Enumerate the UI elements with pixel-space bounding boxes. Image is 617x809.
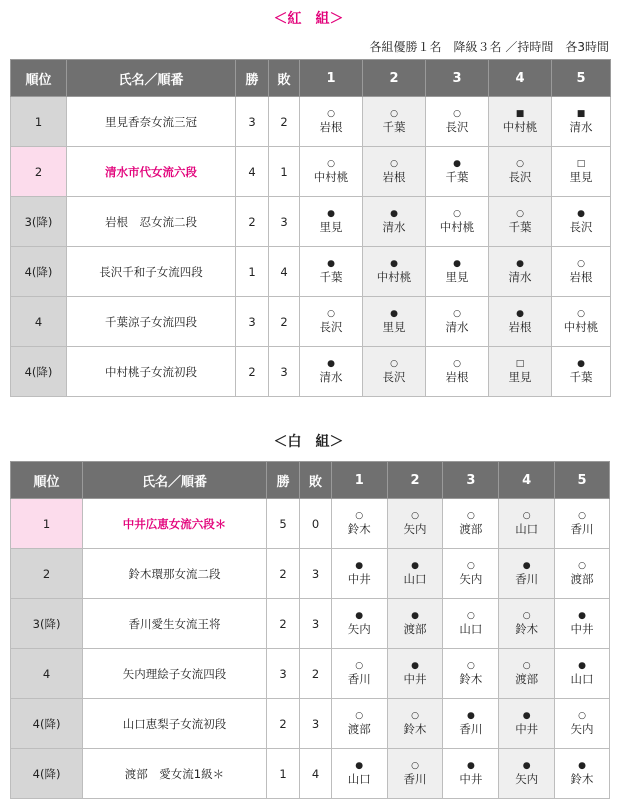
result-mark: ○ <box>411 761 419 771</box>
opponent-name: 鈴木 <box>515 622 539 636</box>
game-result-cell <box>387 649 443 699</box>
losses-cell: 3 <box>269 347 300 397</box>
result-mark: ● <box>390 209 398 219</box>
opponent-name: 香川 <box>570 522 594 536</box>
column-header: 勝 <box>266 462 300 499</box>
game-result-cell <box>443 649 499 699</box>
player-name-cell: 渡部 愛女流1級＊ <box>83 749 267 799</box>
rank-cell: 4(降) <box>11 749 83 799</box>
rank-cell: 2 <box>11 147 67 197</box>
rank-cell: 4(降) <box>11 347 67 397</box>
game-result-cell <box>443 499 499 549</box>
game-result-cell <box>426 97 489 147</box>
column-header: 氏名／順番 <box>83 462 267 499</box>
game-result-cell <box>363 247 426 297</box>
table-row <box>11 247 611 297</box>
result-mark: ○ <box>390 359 398 369</box>
column-header: 順位 <box>11 60 67 97</box>
rules-note: 各組優勝１名 降級３名 ／持時間 各3時間 <box>369 40 609 54</box>
result-mark: ○ <box>355 661 364 671</box>
opponent-name: 岩根 <box>508 320 532 334</box>
game-result-cell <box>555 649 610 699</box>
opponent-name: 山口 <box>403 572 427 586</box>
game-result-cell <box>331 699 387 749</box>
game-result-cell <box>300 297 363 347</box>
column-header: 5 <box>552 60 611 97</box>
opponent-name: 山口 <box>515 522 539 536</box>
opponent-name: 清水 <box>508 270 532 284</box>
result-mark: ● <box>516 309 524 319</box>
game-result-cell <box>331 749 387 799</box>
game-result-cell <box>331 499 387 549</box>
rank-cell: 4(降) <box>11 247 67 297</box>
game-result-cell <box>300 247 363 297</box>
result-mark: ○ <box>390 159 398 169</box>
opponent-name: 香川 <box>403 772 427 786</box>
result-mark: ○ <box>411 711 419 721</box>
result-mark: ● <box>466 761 475 771</box>
losses-cell: 2 <box>269 97 300 147</box>
player-name-cell: 岩根 忍女流二段 <box>67 197 236 247</box>
result-mark: ● <box>522 761 531 771</box>
table-row <box>11 749 610 799</box>
game-result-cell <box>443 549 499 599</box>
opponent-name: 岩根 <box>319 120 343 134</box>
game-result-cell <box>426 247 489 297</box>
opponent-name: 中井 <box>570 622 594 636</box>
player-name-cell: 里見香奈女流三冠 <box>67 97 236 147</box>
game-result-cell <box>555 599 610 649</box>
opponent-name: 山口 <box>459 622 483 636</box>
opponent-name: 中井 <box>515 722 539 736</box>
opponent-name: 里見 <box>319 220 343 234</box>
result-mark: ● <box>466 711 475 721</box>
wins-cell: 3 <box>236 97 269 147</box>
opponent-name: 千葉 <box>319 270 343 284</box>
opponent-name: 渡部 <box>347 722 371 736</box>
game-result-cell <box>387 699 443 749</box>
result-mark: ○ <box>578 511 586 521</box>
game-result-cell <box>552 347 611 397</box>
opponent-name: 鈴木 <box>347 522 371 536</box>
game-result-cell <box>387 749 443 799</box>
result-mark: ○ <box>327 309 335 319</box>
result-mark: □ <box>576 159 586 169</box>
player-name-cell: 矢内理絵子女流四段 <box>83 649 267 699</box>
game-result-cell <box>489 197 552 247</box>
game-result-cell <box>331 649 387 699</box>
red-group-title: ＜紅 組＞ <box>273 11 344 27</box>
column-header: 1 <box>300 60 363 97</box>
opponent-name: 里見 <box>445 270 469 284</box>
table-row <box>11 97 611 147</box>
game-result-cell <box>552 97 611 147</box>
table-row <box>11 297 611 347</box>
opponent-name: 矢内 <box>570 722 594 736</box>
result-mark: ○ <box>453 359 461 369</box>
player-name-cell: 香川愛生女流王将 <box>83 599 267 649</box>
wins-cell: 4 <box>236 147 269 197</box>
result-mark: □ <box>515 359 525 369</box>
opponent-name: 千葉 <box>445 170 469 184</box>
opponent-name: 矢内 <box>403 522 427 536</box>
column-header: 勝 <box>236 60 269 97</box>
column-header: 3 <box>443 462 499 499</box>
result-mark: ● <box>327 259 335 269</box>
opponent-name: 里見 <box>382 320 406 334</box>
opponent-name: 中村桃 <box>563 320 599 334</box>
opponent-name: 香川 <box>347 672 371 686</box>
rank-cell: 1 <box>11 97 67 147</box>
game-result-cell <box>363 147 426 197</box>
losses-cell: 4 <box>269 247 300 297</box>
game-result-cell <box>552 297 611 347</box>
game-result-cell <box>499 699 555 749</box>
result-mark: ● <box>522 711 531 721</box>
losses-cell: 3 <box>300 699 331 749</box>
wins-cell: 3 <box>236 297 269 347</box>
opponent-name: 渡部 <box>459 522 483 536</box>
opponent-name: 長沢 <box>508 170 532 184</box>
opponent-name: 長沢 <box>319 320 343 334</box>
white-group-title: ＜白 組＞ <box>273 434 344 450</box>
result-mark: ○ <box>411 511 419 521</box>
column-header: 氏名／順番 <box>67 60 236 97</box>
result-mark: ● <box>355 611 364 621</box>
opponent-name: 矢内 <box>347 622 371 636</box>
result-mark: ○ <box>516 159 524 169</box>
opponent-name: 香川 <box>515 572 539 586</box>
result-mark: ○ <box>355 511 364 521</box>
result-mark: ● <box>577 359 585 369</box>
losses-cell: 4 <box>300 749 331 799</box>
game-result-cell <box>552 247 611 297</box>
game-result-cell <box>499 499 555 549</box>
result-mark: ○ <box>516 209 524 219</box>
result-mark: ○ <box>466 561 475 571</box>
result-mark: ○ <box>327 159 335 169</box>
table-row <box>11 347 611 397</box>
result-mark: ○ <box>522 661 531 671</box>
rank-cell: 4(降) <box>11 699 83 749</box>
column-header: 3 <box>426 60 489 97</box>
result-mark: ○ <box>578 711 586 721</box>
game-result-cell <box>489 297 552 347</box>
red-group-table <box>10 59 611 397</box>
result-mark: ● <box>390 259 398 269</box>
opponent-name: 千葉 <box>569 370 593 384</box>
wins-cell: 2 <box>266 599 300 649</box>
game-result-cell <box>387 599 443 649</box>
player-name-cell: 長沢千和子女流四段 <box>67 247 236 297</box>
game-result-cell <box>300 147 363 197</box>
opponent-name: 渡部 <box>515 672 539 686</box>
opponent-name: 清水 <box>569 120 593 134</box>
game-result-cell <box>552 147 611 197</box>
result-mark: ● <box>578 611 586 621</box>
result-mark: ○ <box>390 109 398 119</box>
white-group-table <box>10 461 610 799</box>
opponent-name: 清水 <box>445 320 469 334</box>
result-mark: ○ <box>355 711 364 721</box>
game-result-cell <box>363 297 426 347</box>
result-mark: ● <box>411 611 419 621</box>
player-name-cell: 清水市代女流六段 <box>67 147 236 197</box>
result-mark: ● <box>390 309 398 319</box>
result-mark: ● <box>578 761 586 771</box>
game-result-cell <box>426 197 489 247</box>
opponent-name: 鈴木 <box>459 672 483 686</box>
opponent-name: 里見 <box>508 370 532 384</box>
game-result-cell <box>489 347 552 397</box>
rank-cell: 3(降) <box>11 599 83 649</box>
game-result-cell <box>552 197 611 247</box>
result-mark: ○ <box>522 511 531 521</box>
opponent-name: 清水 <box>319 370 343 384</box>
game-result-cell <box>300 347 363 397</box>
result-mark: ○ <box>578 561 586 571</box>
game-result-cell <box>387 499 443 549</box>
wins-cell: 2 <box>266 549 300 599</box>
opponent-name: 香川 <box>459 722 483 736</box>
rank-cell: 3(降) <box>11 197 67 247</box>
table-row <box>11 197 611 247</box>
game-result-cell <box>443 599 499 649</box>
table-row <box>11 499 610 549</box>
game-result-cell <box>363 197 426 247</box>
game-result-cell <box>426 347 489 397</box>
opponent-name: 長沢 <box>382 370 406 384</box>
result-mark: ■ <box>515 109 525 119</box>
opponent-name: 中村桃 <box>313 170 349 184</box>
result-mark: ● <box>411 661 419 671</box>
result-mark: ○ <box>453 209 461 219</box>
result-mark: ● <box>327 359 335 369</box>
result-mark: ○ <box>577 309 585 319</box>
losses-cell: 2 <box>300 649 331 699</box>
table-row <box>11 147 611 197</box>
result-mark: ● <box>355 761 364 771</box>
table-row <box>11 699 610 749</box>
column-header: 敗 <box>300 462 331 499</box>
opponent-name: 中村桃 <box>376 270 412 284</box>
result-mark: ○ <box>466 511 475 521</box>
losses-cell: 3 <box>269 197 300 247</box>
game-result-cell <box>499 549 555 599</box>
opponent-name: 中村桃 <box>439 220 475 234</box>
result-mark: ● <box>577 209 585 219</box>
result-mark: ○ <box>453 309 461 319</box>
column-header: 2 <box>363 60 426 97</box>
column-header: 4 <box>499 462 555 499</box>
game-result-cell <box>555 749 610 799</box>
wins-cell: 1 <box>266 749 300 799</box>
player-name-cell: 鈴木環那女流二段 <box>83 549 267 599</box>
game-result-cell <box>300 97 363 147</box>
opponent-name: 鈴木 <box>403 722 427 736</box>
game-result-cell <box>387 549 443 599</box>
game-result-cell <box>443 699 499 749</box>
wins-cell: 2 <box>236 197 269 247</box>
opponent-name: 矢内 <box>515 772 539 786</box>
table-row <box>11 599 610 649</box>
wins-cell: 2 <box>236 347 269 397</box>
table-row <box>11 549 610 599</box>
opponent-name: 長沢 <box>445 120 469 134</box>
game-result-cell <box>489 97 552 147</box>
opponent-name: 清水 <box>382 220 406 234</box>
opponent-name: 鈴木 <box>570 772 594 786</box>
result-mark: ○ <box>453 109 461 119</box>
game-result-cell <box>499 649 555 699</box>
result-mark: ● <box>578 661 586 671</box>
game-result-cell <box>555 699 610 749</box>
result-mark: ● <box>355 561 364 571</box>
opponent-name: 渡部 <box>403 622 427 636</box>
opponent-name: 中井 <box>403 672 427 686</box>
opponent-name: 千葉 <box>508 220 532 234</box>
losses-cell: 0 <box>300 499 331 549</box>
game-result-cell <box>499 749 555 799</box>
opponent-name: 岩根 <box>382 170 406 184</box>
column-header: 1 <box>331 462 387 499</box>
opponent-name: 中井 <box>459 772 483 786</box>
game-result-cell <box>443 749 499 799</box>
result-mark: ● <box>522 561 531 571</box>
result-mark: ○ <box>466 611 475 621</box>
game-result-cell <box>499 599 555 649</box>
rank-cell: 4 <box>11 297 67 347</box>
result-mark: ○ <box>577 259 585 269</box>
game-result-cell <box>363 347 426 397</box>
result-mark: ○ <box>327 109 335 119</box>
losses-cell: 2 <box>269 297 300 347</box>
rank-cell: 4 <box>11 649 83 699</box>
result-mark: ● <box>516 259 524 269</box>
opponent-name: 千葉 <box>382 120 406 134</box>
game-result-cell <box>489 147 552 197</box>
result-mark: ○ <box>466 661 475 671</box>
result-mark: ● <box>327 209 335 219</box>
game-result-cell <box>489 247 552 297</box>
table-row <box>11 649 610 699</box>
opponent-name: 中村桃 <box>502 120 538 134</box>
column-header: 5 <box>555 462 610 499</box>
opponent-name: 長沢 <box>569 220 593 234</box>
opponent-name: 岩根 <box>569 270 593 284</box>
opponent-name: 渡部 <box>570 572 594 586</box>
result-mark: ● <box>453 159 461 169</box>
column-header: 4 <box>489 60 552 97</box>
result-mark: ● <box>411 561 419 571</box>
column-header: 2 <box>387 462 443 499</box>
column-header: 敗 <box>269 60 300 97</box>
rank-cell: 2 <box>11 549 83 599</box>
result-mark: ○ <box>522 611 531 621</box>
opponent-name: 岩根 <box>445 370 469 384</box>
result-mark: ■ <box>576 109 586 119</box>
table-header-row <box>11 60 611 97</box>
wins-cell: 1 <box>236 247 269 297</box>
game-result-cell <box>331 549 387 599</box>
player-name-cell: 中井広恵女流六段＊ <box>83 499 267 549</box>
game-result-cell <box>426 147 489 197</box>
opponent-name: 里見 <box>569 170 593 184</box>
game-result-cell <box>555 549 610 599</box>
opponent-name: 矢内 <box>459 572 483 586</box>
wins-cell: 3 <box>266 649 300 699</box>
player-name-cell: 千葉涼子女流四段 <box>67 297 236 347</box>
losses-cell: 1 <box>269 147 300 197</box>
opponent-name: 山口 <box>347 772 371 786</box>
losses-cell: 3 <box>300 599 331 649</box>
player-name-cell: 山口恵梨子女流初段 <box>83 699 267 749</box>
opponent-name: 中井 <box>347 572 371 586</box>
wins-cell: 5 <box>266 499 300 549</box>
game-result-cell <box>300 197 363 247</box>
game-result-cell <box>331 599 387 649</box>
table-header-row <box>11 462 610 499</box>
wins-cell: 2 <box>266 699 300 749</box>
rank-cell: 1 <box>11 499 83 549</box>
game-result-cell <box>555 499 610 549</box>
game-result-cell <box>363 97 426 147</box>
game-result-cell <box>426 297 489 347</box>
result-mark: ● <box>453 259 461 269</box>
player-name-cell: 中村桃子女流初段 <box>67 347 236 397</box>
losses-cell: 3 <box>300 549 331 599</box>
opponent-name: 山口 <box>570 672 594 686</box>
column-header: 順位 <box>11 462 83 499</box>
